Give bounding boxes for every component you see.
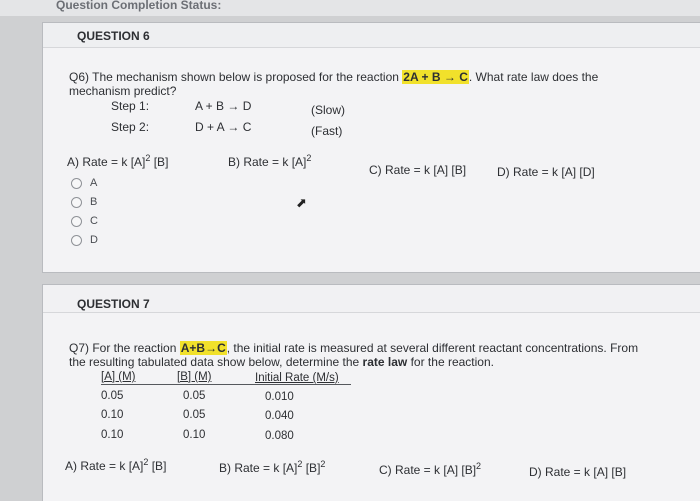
q6-option-c[interactable] — [71, 214, 98, 228]
q6-prompt-intro: Q6) The mechanism shown below is proposed for the reaction — [69, 70, 399, 84]
q7-choice-b: B) Rate = k $[A]^2$ $[B]^2$ — [219, 459, 326, 475]
question-7-panel — [42, 284, 700, 501]
q6-reaction-highlight: 2A + B → C — [403, 70, 468, 84]
question-7-title: QUESTION 7 — [77, 297, 150, 311]
table-header: [A] (M) — [101, 371, 136, 383]
table-cell: 0.10 — [183, 429, 206, 441]
table-cell: 0.10 — [101, 429, 124, 441]
q6-prompt-line2: mechanism predict? — [69, 84, 177, 98]
q6-prompt-tail: . What rate law does the — [468, 70, 599, 84]
q7-prompt-line2: the resulting tabulated data show below, determine the — [69, 355, 360, 369]
step-1-equation: A + B → D — [195, 99, 252, 113]
q6-option-d[interactable] — [71, 233, 98, 247]
q6-choice-c: C) Rate = k [A] [B] — [369, 163, 467, 177]
q7-prompt-line2-end: for the reaction. — [410, 355, 494, 369]
step-2-speed: (Fast) — [311, 124, 343, 138]
table-header: [B] (M) — [177, 371, 212, 383]
table-cell: 0.080 — [265, 430, 294, 442]
q6-choice-a: A) Rate = k $[A]^2$ [B] — [67, 153, 169, 169]
option-label: D — [90, 234, 98, 246]
table-header-underline — [101, 384, 351, 385]
question-6-panel — [42, 22, 700, 273]
question-6-prompt — [69, 70, 598, 98]
radio-button[interactable] — [71, 216, 82, 227]
step-2-equation: D + A → C — [195, 120, 252, 134]
radio-button[interactable] — [71, 178, 82, 189]
radio-button[interactable] — [71, 197, 82, 208]
question-7-header — [43, 285, 700, 313]
q7-choice-a: A) Rate = k $[A]^2$ [B] — [65, 457, 167, 473]
q6-choice-b: B) Rate = k $[A]^2$ — [228, 153, 312, 169]
q7-choice-d: D) Rate = k [A] [B] — [529, 465, 627, 479]
q7-prompt-intro: Q7) For the reaction — [69, 341, 177, 355]
table-cell: 0.05 — [101, 390, 124, 402]
table-header: Initial Rate (M/s) — [255, 372, 339, 384]
completion-status-bar — [0, 0, 700, 16]
q7-reaction-highlight: A+B→C — [180, 341, 226, 355]
question-6-title: QUESTION 6 — [77, 29, 150, 43]
question-6-header — [43, 23, 700, 48]
table-cell: 0.05 — [183, 390, 206, 402]
table-cell: 0.040 — [265, 410, 294, 422]
q6-option-b[interactable] — [71, 195, 97, 209]
q7-choice-c: C) Rate = k [A] $[B]^2$ — [379, 461, 482, 477]
q6-choice-d: D) Rate = k [A] [D] — [497, 165, 595, 179]
mouse-pointer-icon: ⬈ — [296, 195, 307, 210]
table-cell: 0.05 — [183, 409, 206, 421]
step-2-label: Step 2: — [111, 120, 150, 134]
option-label: A — [90, 177, 98, 189]
table-cell: 0.10 — [101, 409, 124, 421]
option-label: C — [90, 215, 98, 227]
q6-option-a[interactable] — [71, 176, 97, 190]
step-1-label: Step 1: — [111, 99, 150, 113]
question-7-prompt — [69, 341, 638, 369]
q7-prompt-rate-law: rate law — [362, 355, 408, 369]
step-1-speed: (Slow) — [311, 103, 346, 117]
q7-prompt-tail: , the initial rate is measured at several different reactant concentrations. From — [226, 341, 639, 355]
table-cell: 0.010 — [265, 391, 294, 403]
radio-button[interactable] — [71, 235, 82, 246]
option-label: B — [90, 196, 98, 208]
completion-status-label: Question Completion Status: — [56, 0, 222, 12]
